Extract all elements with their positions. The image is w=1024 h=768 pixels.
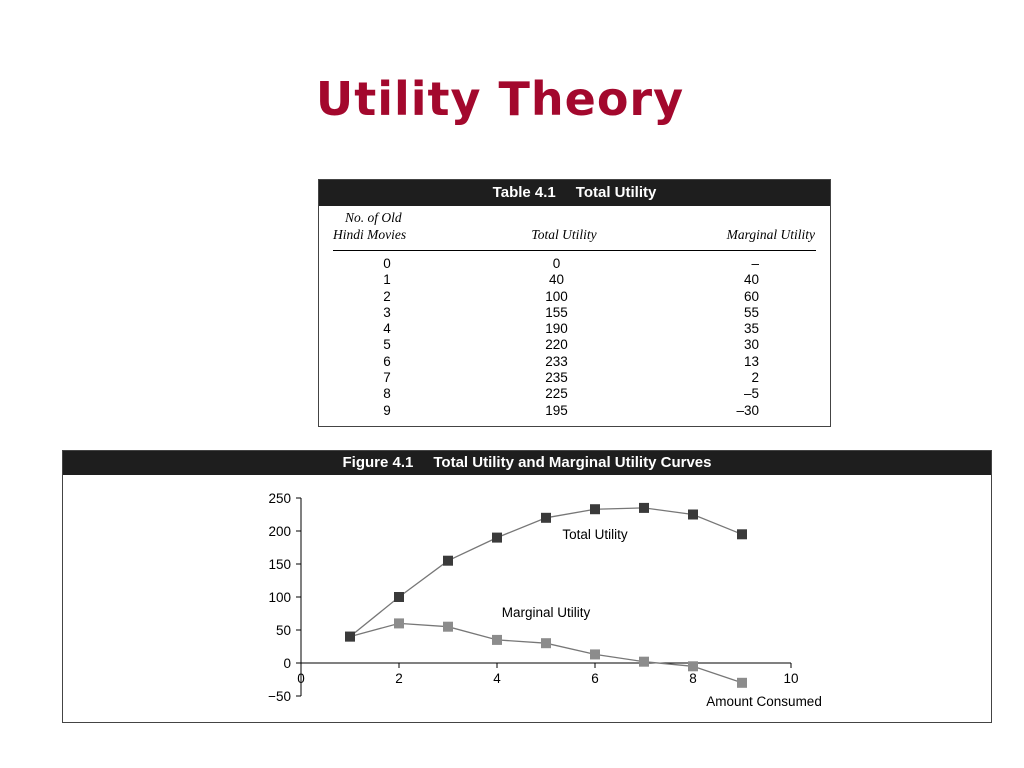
y-tick-label: 50 [275, 623, 291, 638]
cell-marginal-utility: 13 [743, 353, 759, 369]
cell-movies: 4 [383, 321, 391, 337]
marginal-utility-point [541, 638, 551, 648]
cell-total-utility: 233 [545, 353, 568, 369]
marginal-utility-point [443, 622, 453, 632]
total-utility-point [590, 504, 600, 514]
header-divider [333, 250, 816, 251]
cell-total-utility: 225 [545, 386, 568, 402]
marginal-utility-point [590, 649, 600, 659]
marginal-utility-line [350, 623, 742, 682]
table-row [319, 337, 830, 353]
table-column-headers [319, 206, 830, 246]
header-movies [333, 209, 463, 243]
table-caption-title: Total Utility [575, 184, 657, 201]
cell-marginal-utility: 55 [743, 304, 759, 320]
table-row [319, 256, 830, 272]
header-movies-line2: Hindi Movies [333, 227, 407, 242]
total-utility-point [345, 632, 355, 642]
cell-movies: 9 [383, 402, 391, 418]
y-tick-label: 150 [268, 557, 291, 572]
y-tick-label: 100 [268, 590, 291, 605]
total-utility-point [492, 533, 502, 543]
total-utility-table [318, 179, 831, 427]
cell-total-utility: 155 [545, 304, 568, 320]
table-caption-number: Table 4.1 [492, 184, 556, 201]
cell-total-utility: 235 [545, 370, 568, 386]
marginal-utility-point [737, 678, 747, 688]
cell-total-utility: 100 [545, 288, 568, 304]
y-tick-label: −50 [268, 689, 291, 704]
table-row [319, 403, 830, 419]
y-tick-label: 0 [283, 656, 291, 671]
utility-line-chart [63, 475, 991, 722]
header-movies-line1: No. of Old [345, 210, 402, 225]
table-row [319, 386, 830, 402]
table-row [319, 272, 830, 288]
cell-marginal-utility: 2 [751, 370, 759, 386]
table-body [319, 256, 830, 419]
table-row [319, 354, 830, 370]
x-tick-label: 2 [395, 671, 403, 686]
cell-marginal-utility: –5 [743, 386, 759, 402]
marginal-utility-point [492, 635, 502, 645]
y-tick-label: 250 [268, 491, 291, 506]
cell-movies: 8 [383, 386, 391, 402]
table-row [319, 305, 830, 321]
cell-total-utility: 0 [552, 256, 561, 271]
table-row [319, 370, 830, 386]
cell-total-utility: 220 [545, 337, 568, 353]
header-total-utility: Total Utility [531, 227, 597, 242]
cell-movies: 3 [383, 304, 391, 320]
cell-movies: 6 [383, 353, 391, 369]
cell-movies: 7 [383, 370, 391, 386]
x-tick-label: 8 [689, 671, 697, 686]
slide-title: Utility Theory [315, 72, 685, 126]
utility-curves-figure [62, 450, 992, 723]
marginal-utility-series-label: Marginal Utility [501, 604, 591, 620]
total-utility-point [737, 529, 747, 539]
marginal-utility-point [688, 661, 698, 671]
cell-total-utility: 40 [548, 272, 565, 288]
cell-movies: 2 [383, 288, 391, 304]
x-tick-label: 6 [591, 671, 599, 686]
cell-marginal-utility: –30 [736, 402, 759, 418]
cell-movies: 0 [383, 256, 391, 271]
x-axis-title: Amount Consumed [706, 694, 822, 709]
y-tick-label: 200 [268, 524, 291, 539]
figure-caption-number: Figure 4.1 [342, 454, 414, 471]
total-utility-point [541, 513, 551, 523]
cell-marginal-utility: 35 [743, 321, 759, 337]
figure-caption [63, 451, 991, 475]
marginal-utility-point [394, 618, 404, 628]
cell-marginal-utility: 60 [743, 288, 759, 304]
total-utility-point [443, 556, 453, 566]
figure-caption-title: Total Utility and Marginal Utility Curves [433, 454, 712, 471]
cell-total-utility: 190 [545, 321, 568, 337]
cell-movies: 1 [383, 272, 391, 288]
cell-marginal-utility: 40 [743, 272, 759, 288]
cell-movies: 5 [383, 337, 391, 353]
table-caption [319, 180, 830, 206]
cell-marginal-utility: – [751, 256, 759, 271]
header-marginal-utility: Marginal Utility [726, 227, 815, 242]
table-row [319, 289, 830, 305]
cell-total-utility: 195 [545, 402, 568, 418]
total-utility-point [639, 503, 649, 513]
cell-marginal-utility: 30 [743, 337, 759, 353]
x-tick-label: 0 [297, 671, 305, 686]
x-tick-label: 10 [783, 671, 799, 686]
marginal-utility-point [639, 657, 649, 667]
table-row [319, 321, 830, 337]
total-utility-point [394, 592, 404, 602]
x-tick-label: 4 [493, 671, 501, 686]
total-utility-point [688, 510, 698, 520]
total-utility-series-label: Total Utility [562, 526, 628, 542]
